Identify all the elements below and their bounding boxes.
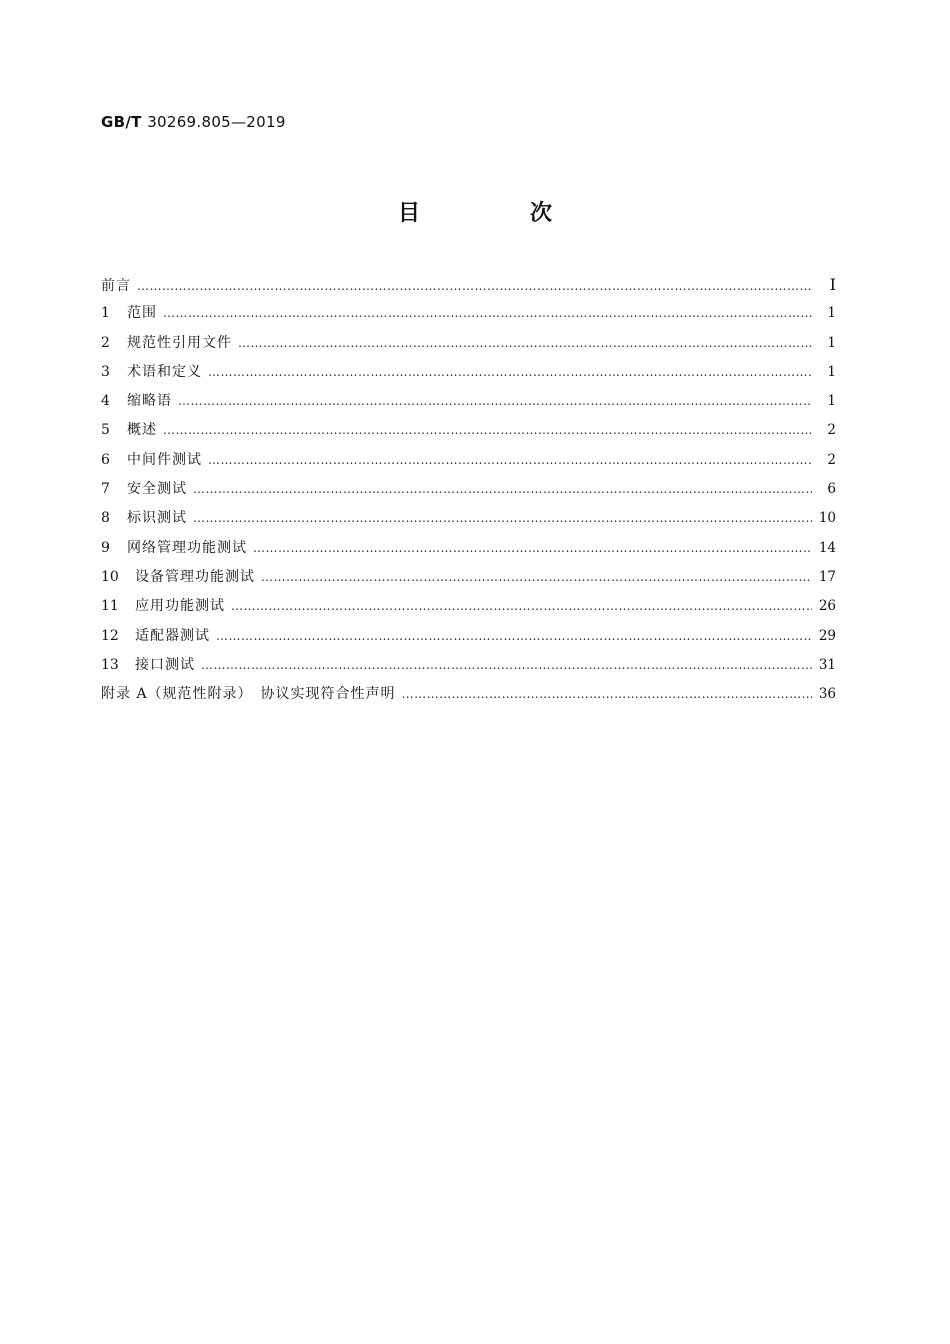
toc-entry-number: 8 — [101, 510, 110, 527]
toc-entry-number: 5 — [101, 422, 110, 439]
toc-entry-page: 31 — [818, 656, 836, 673]
toc-entry[interactable] — [101, 563, 836, 592]
toc-entry-number: 13 — [101, 656, 119, 673]
toc-entry-label: 标识测试 — [127, 510, 187, 527]
standard-prefix: GB/T — [101, 113, 142, 131]
toc-entry-label: 设备管理功能测试 — [135, 568, 255, 585]
toc-dot-leader — [208, 358, 812, 387]
toc-entry-number: 3 — [101, 363, 110, 380]
toc-entry-number: 11 — [101, 598, 119, 615]
toc-entry[interactable] — [101, 534, 836, 563]
toc-dot-leader — [402, 680, 812, 709]
toc-entry-label: 应用功能测试 — [135, 598, 225, 615]
toc-entry-label: 概述 — [127, 422, 157, 439]
toc-entry-label: 接口测试 — [135, 656, 195, 673]
toc-dot-leader — [253, 534, 812, 563]
toc-entry-number: 1 — [101, 305, 110, 322]
toc-entry-page: 1 — [827, 363, 836, 380]
table-of-contents — [101, 270, 836, 709]
toc-dot-leader — [216, 622, 812, 651]
toc-entry-number: 7 — [101, 481, 110, 498]
toc-title: 目 次 — [397, 201, 596, 226]
toc-dot-leader — [201, 651, 812, 680]
toc-dot-leader — [231, 592, 812, 621]
toc-entry-page: 17 — [818, 568, 836, 585]
toc-entry-number: 2 — [101, 334, 110, 351]
standard-code: 30269.805—2019 — [147, 113, 286, 131]
toc-entry-page: 10 — [818, 510, 836, 527]
toc-entry[interactable] — [101, 387, 836, 416]
toc-entry-label: 范围 — [127, 305, 157, 322]
toc-entry-page: 1 — [827, 334, 836, 351]
toc-entry-number: 6 — [101, 451, 110, 468]
toc-dot-leader — [261, 563, 812, 592]
toc-entry-label: 中间件测试 — [127, 451, 202, 468]
toc-entry-page: 1 — [827, 305, 836, 322]
toc-entry-label: 适配器测试 — [135, 627, 210, 644]
toc-entry[interactable] — [101, 651, 836, 680]
toc-entry-page: 1 — [827, 393, 836, 410]
standard-number — [101, 113, 286, 131]
toc-entry[interactable] — [101, 592, 836, 621]
toc-dot-leader — [193, 504, 812, 533]
toc-dot-leader — [137, 272, 812, 301]
toc-entry-label: 规范性引用文件 — [127, 334, 232, 351]
toc-entry-number: 4 — [101, 393, 110, 410]
toc-entry[interactable] — [101, 329, 836, 358]
toc-entry-page: 29 — [818, 627, 836, 644]
toc-entry[interactable] — [101, 622, 836, 651]
toc-entry[interactable] — [101, 475, 836, 504]
toc-entry-page: 36 — [818, 686, 836, 703]
toc-dot-leader — [178, 387, 812, 416]
toc-entry[interactable] — [101, 299, 836, 328]
toc-entry-number: 12 — [101, 627, 119, 644]
toc-entry[interactable] — [101, 358, 836, 387]
toc-entry-label: 前言 — [101, 278, 131, 294]
toc-entry-label: 网络管理功能测试 — [127, 539, 247, 556]
toc-entry-page: 14 — [818, 539, 836, 556]
toc-entry-page: I — [829, 275, 836, 294]
toc-dot-leader — [238, 329, 812, 358]
toc-entry-label: 术语和定义 — [127, 363, 202, 380]
toc-entry[interactable] — [101, 270, 836, 299]
toc-entry-label: 安全测试 — [127, 481, 187, 498]
toc-dot-leader — [163, 299, 812, 328]
toc-entry-page: 2 — [827, 451, 836, 468]
toc-entry[interactable] — [101, 680, 836, 709]
toc-entry-label: 缩略语 — [127, 393, 172, 410]
toc-dot-leader — [163, 416, 812, 445]
toc-entry-page: 6 — [827, 481, 836, 498]
toc-entry-page: 2 — [827, 422, 836, 439]
toc-entry[interactable] — [101, 504, 836, 533]
toc-entry-number: 10 — [101, 568, 119, 585]
toc-dot-leader — [193, 475, 812, 504]
toc-entry[interactable] — [101, 416, 836, 445]
toc-entry-label: 附录 A（规范性附录） 协议实现符合性声明 — [101, 686, 396, 703]
toc-entry-page: 26 — [818, 598, 836, 615]
toc-entry[interactable] — [101, 446, 836, 475]
toc-dot-leader — [208, 446, 812, 475]
toc-entry-number: 9 — [101, 539, 110, 556]
